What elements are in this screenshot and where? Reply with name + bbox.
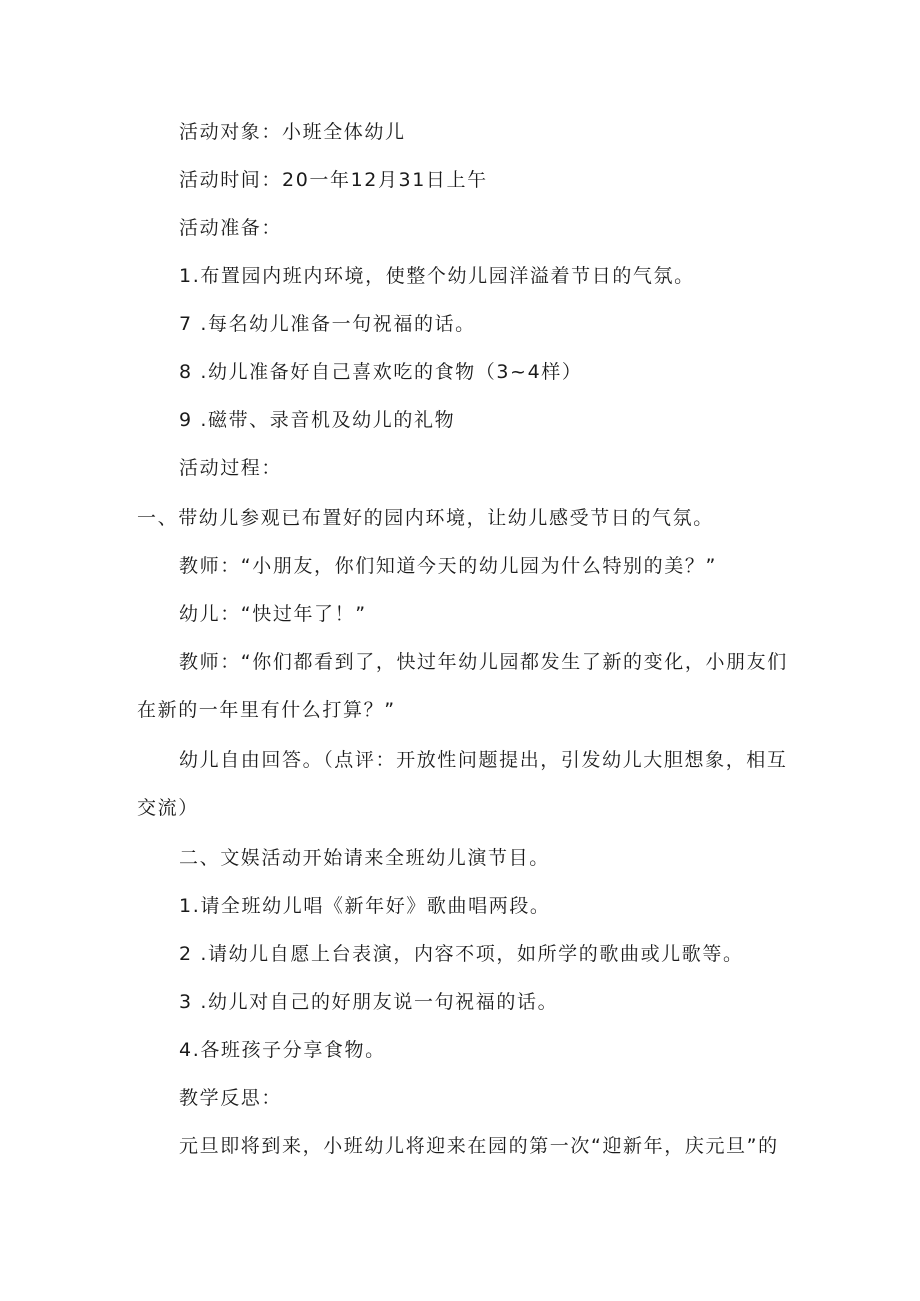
- free-answer-comment: 幼儿自由回答。（点评：开放性问题提出，引发幼儿大胆想象，相互: [179, 749, 788, 771]
- performance-item-4: 4.各班孩子分享食物。: [179, 1039, 386, 1061]
- activity-preparation-heading: 活动准备：: [179, 217, 283, 239]
- teacher-question-2-cont: 在新的一年里有什么打算？”: [137, 699, 396, 721]
- preparation-item-9: 9 .磁带、录音机及幼儿的礼物: [179, 409, 456, 431]
- process-step-2: 二、文娱活动开始请来全班幼儿演节目。: [179, 847, 550, 869]
- teacher-question-1: 教师：“小朋友，你们知道今天的幼儿园为什么特别的美？”: [179, 555, 717, 577]
- teaching-reflection-heading: 教学反思：: [179, 1087, 283, 1109]
- teacher-question-2: 教师：“你们都看到了，快过年幼儿园都发生了新的变化，小朋友们: [179, 651, 788, 673]
- free-answer-comment-cont: 交流）: [137, 797, 199, 819]
- preparation-item-1: 1.布置园内班内环境，使整个幼儿园洋溢着节日的气氛。: [179, 265, 695, 287]
- reflection-paragraph: 元旦即将到来，小班幼儿将迎来在园的第一次“迎新年，庆元旦”的: [179, 1135, 779, 1157]
- performance-item-1: 1.请全班幼儿唱《新年好》歌曲唱两段。: [179, 895, 551, 917]
- activity-target: 活动对象：小班全体幼儿: [179, 121, 406, 143]
- performance-item-3: 3 .幼儿对自己的好朋友说一句祝福的话。: [179, 991, 559, 1013]
- activity-time: 活动时间：20一年12月31日上午: [179, 169, 488, 191]
- preparation-item-8: 8 .幼儿准备好自己喜欢吃的食物（3~4样）: [179, 361, 583, 383]
- activity-process-heading: 活动过程：: [179, 457, 283, 479]
- preparation-item-7: 7 .每名幼儿准备一句祝福的话。: [179, 313, 476, 335]
- child-answer: 幼儿：“快过年了！”: [179, 603, 367, 625]
- performance-item-2: 2 .请幼儿自愿上台表演，内容不项，如所学的歌曲或儿歌等。: [179, 943, 744, 965]
- process-step-1: 一、带幼儿参观已布置好的园内环境，让幼儿感受节日的气氛。: [137, 507, 714, 529]
